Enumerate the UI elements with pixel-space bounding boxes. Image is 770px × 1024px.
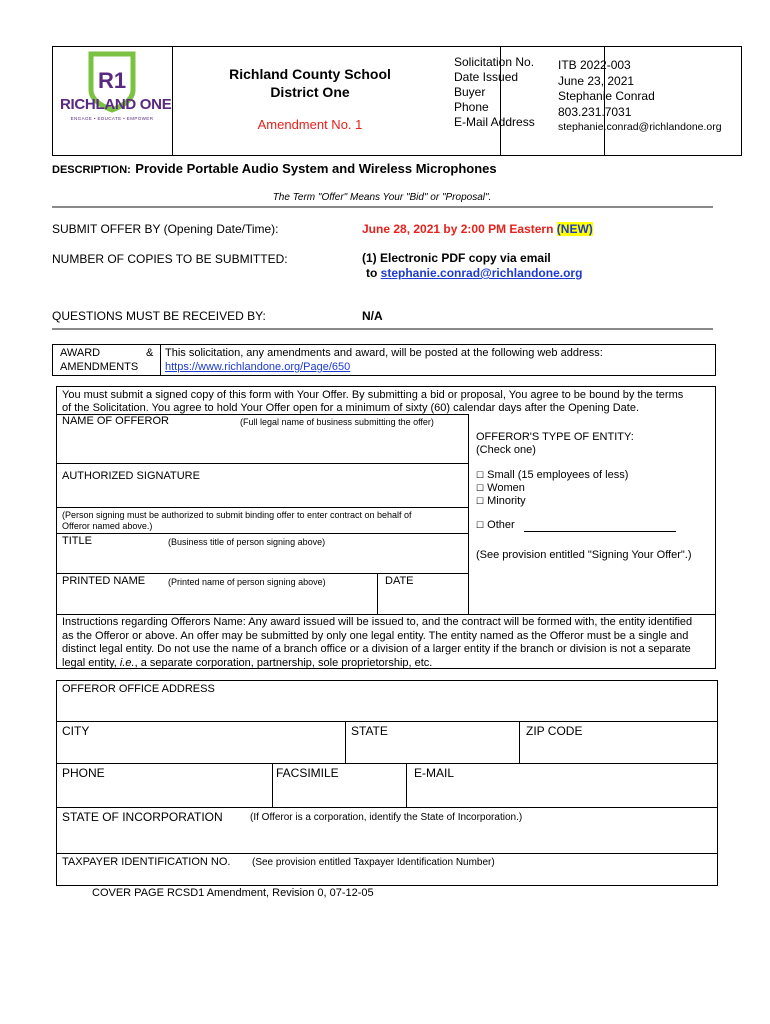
entity-option-other-label: Other <box>487 519 515 531</box>
offer-column-divider <box>468 414 469 614</box>
logo-mark: R1 <box>97 68 127 93</box>
tin-field[interactable] <box>56 870 718 885</box>
tin-line-top <box>56 853 718 854</box>
checkbox-women-icon[interactable]: ☐ <box>476 483 485 493</box>
new-tag: (NEW) <box>556 222 593 236</box>
value-solicitation: ITB 2022-003 <box>558 58 631 72</box>
incorporation-field[interactable] <box>56 826 718 852</box>
entity-other-field[interactable] <box>524 531 676 532</box>
entity-option-minority[interactable] <box>476 495 526 507</box>
copies-email-link[interactable]: stephanie.conrad@richlandone.org <box>380 266 583 280</box>
header-labels <box>454 55 535 130</box>
label-buyer: Buyer <box>454 85 486 99</box>
award-text: This solicitation, any amendments and award, will be posted at the following web address: <box>165 347 603 359</box>
award-divider <box>160 344 161 376</box>
state-label: STATE <box>351 724 388 738</box>
checkbox-small-icon[interactable]: ☐ <box>476 470 485 480</box>
award-label-line1: AWARD <box>60 347 101 359</box>
instructions-line3: distinct legal entity. Do not use the name of a branch office or a division of a larger entity if the branch or division is not a separate <box>62 643 691 655</box>
incorporation-label: STATE OF INCORPORATION <box>62 810 223 824</box>
phone-label: PHONE <box>62 766 105 780</box>
printed-name-field[interactable] <box>56 588 376 612</box>
footer-text: COVER PAGE RCSD1 Amendment, Revision 0, 07-12-05 <box>92 887 374 899</box>
label-date-issued: Date Issued <box>454 70 519 84</box>
entity-label-line1: OFFEROR'S TYPE OF ENTITY: <box>476 431 634 443</box>
value-email: stephanie.conrad@richlandone.org <box>558 121 722 133</box>
title-label: TITLE <box>62 535 92 547</box>
label-email: E-Mail Address <box>454 115 535 129</box>
date-label: DATE <box>385 575 414 587</box>
district-name-line2: District One <box>270 84 350 100</box>
logo-tagline: ENGAGE • EDUCATE • EMPOWER <box>70 116 154 121</box>
offer-intro-line1: You must submit a signed copy of this form with Your Offer. By submitting a bid or proposal, You agree to be bound by the terms <box>62 389 684 401</box>
district-logo <box>52 46 172 156</box>
submit-value-row <box>362 222 593 236</box>
value-buyer: Stephanie Conrad <box>558 89 655 103</box>
award-url-link[interactable]: https://www.richlandone.org/Page/650 <box>165 361 351 373</box>
entity-option-women-label: Women <box>487 482 525 494</box>
instructions-line2: as the Offeror or above. An offer may be submitted by only one legal entity. The entity named as the Offeror must be a single and <box>62 629 689 642</box>
entity-label-line2: (Check one) <box>476 444 536 456</box>
submit-label: SUBMIT OFFER BY (Opening Date/Time): <box>52 222 279 236</box>
city-line-top <box>56 721 718 722</box>
questions-label: QUESTIONS MUST BE RECEIVED BY: <box>52 309 266 323</box>
fax-label: FACSIMILE <box>276 766 339 780</box>
checkbox-minority-icon[interactable]: ☐ <box>476 496 485 506</box>
name-of-offeror-label: NAME OF OFFEROR <box>62 415 169 427</box>
header-values <box>558 58 722 136</box>
label-solicitation: Solicitation No. <box>454 55 535 69</box>
printed-name-hint: (Printed name of person signing above) <box>168 577 326 587</box>
instructions-line4-b: , a separate corporation, partnership, sole proprietorship, etc. <box>134 656 433 669</box>
title-field[interactable] <box>56 550 468 572</box>
district-name-line1: Richland County School <box>229 66 391 82</box>
signing-note: (See provision entitled "Signing Your Offer".) <box>476 549 692 561</box>
authorized-signature-field[interactable] <box>56 484 468 508</box>
incorporation-hint: (If Offeror is a corporation, identify the State of Incorporation.) <box>250 812 523 823</box>
date-field[interactable] <box>378 588 468 612</box>
city-field[interactable] <box>56 738 344 762</box>
entity-option-minority-label: Minority <box>487 495 526 507</box>
term-note: The Term "Offer" Means Your "Bid" or "Proposal". <box>272 192 492 203</box>
printed-name-label: PRINTED NAME <box>62 575 146 587</box>
instructions-line4 <box>62 657 692 671</box>
office-address-label: OFFEROR OFFICE ADDRESS <box>62 683 215 695</box>
instructions-line1: Instructions regarding Offerors Name: Any award issued will be issued to, and the contract will be formed with, the entity identified <box>62 616 693 628</box>
entity-option-women[interactable] <box>476 482 525 494</box>
title-hint: (Business title of person signing above) <box>168 537 326 547</box>
zip-label: ZIP CODE <box>526 724 583 738</box>
tin-hint: (See provision entitled Taxpayer Identification Number) <box>252 857 495 868</box>
instructions-line-top <box>56 614 716 615</box>
label-phone: Phone <box>454 100 489 114</box>
copies-to: to <box>366 266 378 280</box>
printed-line-top <box>56 573 468 574</box>
state-field[interactable] <box>346 738 518 762</box>
tin-label: TAXPAYER IDENTIFICATION NO. <box>62 856 231 868</box>
value-date-issued: June 23, 2021 <box>558 73 635 88</box>
award-label-amp: & <box>146 347 154 359</box>
entity-option-other[interactable] <box>476 519 515 531</box>
email-label: E-MAIL <box>414 766 455 780</box>
value-phone: 803.231.7031 <box>558 104 632 119</box>
offeror-instructions <box>62 616 692 670</box>
instructions-line4-ie: i.e. <box>119 656 135 669</box>
description-label: DESCRIPTION: <box>52 164 131 176</box>
offer-intro-line2: of the Solicitation. You agree to hold Your Offer open for a minimum of sixty (60) calendar days after the Opening Date. <box>62 402 640 414</box>
name-of-offeror-hint: (Full legal name of business submitting the offer) <box>240 417 434 427</box>
divider-bottom <box>52 328 713 330</box>
divider-top <box>52 206 713 208</box>
phone-field[interactable] <box>56 780 270 806</box>
district-cell <box>173 47 501 155</box>
email-field[interactable] <box>407 780 716 806</box>
logo-text: RICHLAND ONE <box>60 96 172 113</box>
amendment-number: Amendment No. 1 <box>257 117 363 132</box>
entity-option-small[interactable] <box>476 469 628 481</box>
description-text: Provide Portable Audio System and Wireless Microphones <box>135 161 497 176</box>
fax-field[interactable] <box>273 780 405 806</box>
sig-line-bottom <box>56 507 468 508</box>
sig-line-top <box>56 463 468 464</box>
incorporation-line-top <box>56 807 718 808</box>
copies-value-line2 <box>366 266 582 280</box>
submit-value: June 28, 2021 by 2:00 PM Eastern <box>362 222 554 236</box>
instructions-line4-a: legal entity, <box>62 656 120 669</box>
city-label: CITY <box>62 724 90 738</box>
phone-line-top <box>56 763 718 764</box>
zip-field[interactable] <box>520 738 716 762</box>
authorized-signature-label: AUTHORIZED SIGNATURE <box>62 470 200 482</box>
auth-note-line2: Offeror named above.) <box>62 521 153 531</box>
checkbox-other-icon[interactable]: ☐ <box>476 520 485 530</box>
questions-value: N/A <box>362 309 383 323</box>
entity-option-small-label: Small (15 employees of less) <box>487 469 629 481</box>
copies-value-line1: (1) Electronic PDF copy via email <box>362 251 551 265</box>
description-row <box>52 160 497 178</box>
award-label-line2: AMENDMENTS <box>60 361 139 373</box>
title-line-top <box>56 533 468 534</box>
office-address-field[interactable] <box>56 696 718 720</box>
copies-label: NUMBER OF COPIES TO BE SUBMITTED: <box>52 252 288 266</box>
auth-note-line1: (Person signing must be authorized to submit binding offer to enter contract on behalf of <box>62 510 412 520</box>
name-of-offeror-field[interactable] <box>56 430 468 460</box>
